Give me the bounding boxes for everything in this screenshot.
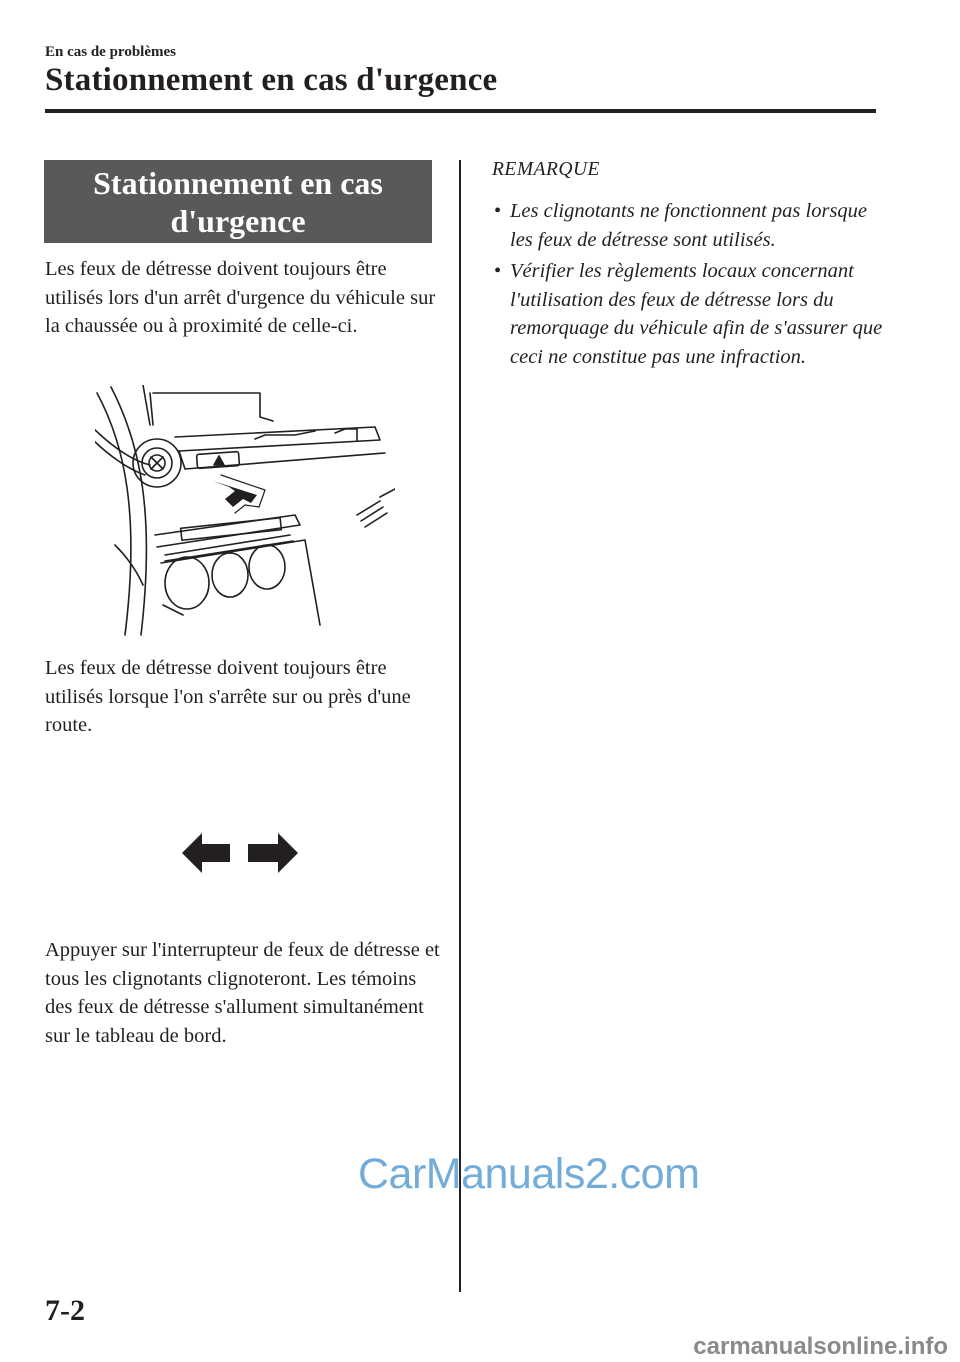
- bullet-icon: •: [494, 200, 502, 222]
- column-divider: [459, 160, 461, 1292]
- dashboard-illustration: [95, 385, 395, 640]
- paragraph-road-stop: Les feux de détresse doivent toujours être utilisés lorsque l'on s'arrête sur ou près d'une route.: [45, 657, 411, 736]
- section-heading: Stationnement en cas d'urgence: [44, 160, 432, 243]
- watermark-text: CarManuals2.com: [358, 1150, 700, 1198]
- left-arrow-icon: [182, 833, 230, 873]
- note-heading: REMARQUE: [492, 159, 600, 180]
- note-item-text: Les clignotants ne fonctionnent pas lorsque les feux de détresse sont utilisés.: [510, 200, 868, 251]
- right-arrow-icon: [248, 833, 298, 873]
- page-title: Stationnement en cas d'urgence: [45, 62, 498, 98]
- note-item: [494, 257, 894, 371]
- bullet-icon: •: [494, 260, 502, 282]
- paragraph-intro: Les feux de détresse doivent toujours être utilisés lors d'un arrêt d'urgence du véhicule sur la chaussée ou à proximité de celle-ci.: [45, 258, 436, 337]
- note-item: [494, 197, 894, 254]
- note-list: [494, 197, 894, 374]
- title-rule: [45, 109, 876, 113]
- breadcrumb: En cas de problèmes: [45, 44, 176, 60]
- footer-site-link[interactable]: carmanualsonline.info: [693, 1333, 948, 1360]
- note-item-text: Vérifier les règlements locaux concernant l'utilisation des feux de détresse lors du remorquage du véhicule afin de s'assurer que ceci ne constitue pas une infraction.: [510, 260, 883, 368]
- page-number: 7-2: [45, 1294, 85, 1327]
- hazard-arrows-icon: [180, 828, 300, 878]
- paragraph-operation: Appuyer sur l'interrupteur de feux de détresse et tous les clignotants clignoteront. Les témoins des feux de détresse s'allument simultanément sur le tableau de bord.: [45, 939, 440, 1047]
